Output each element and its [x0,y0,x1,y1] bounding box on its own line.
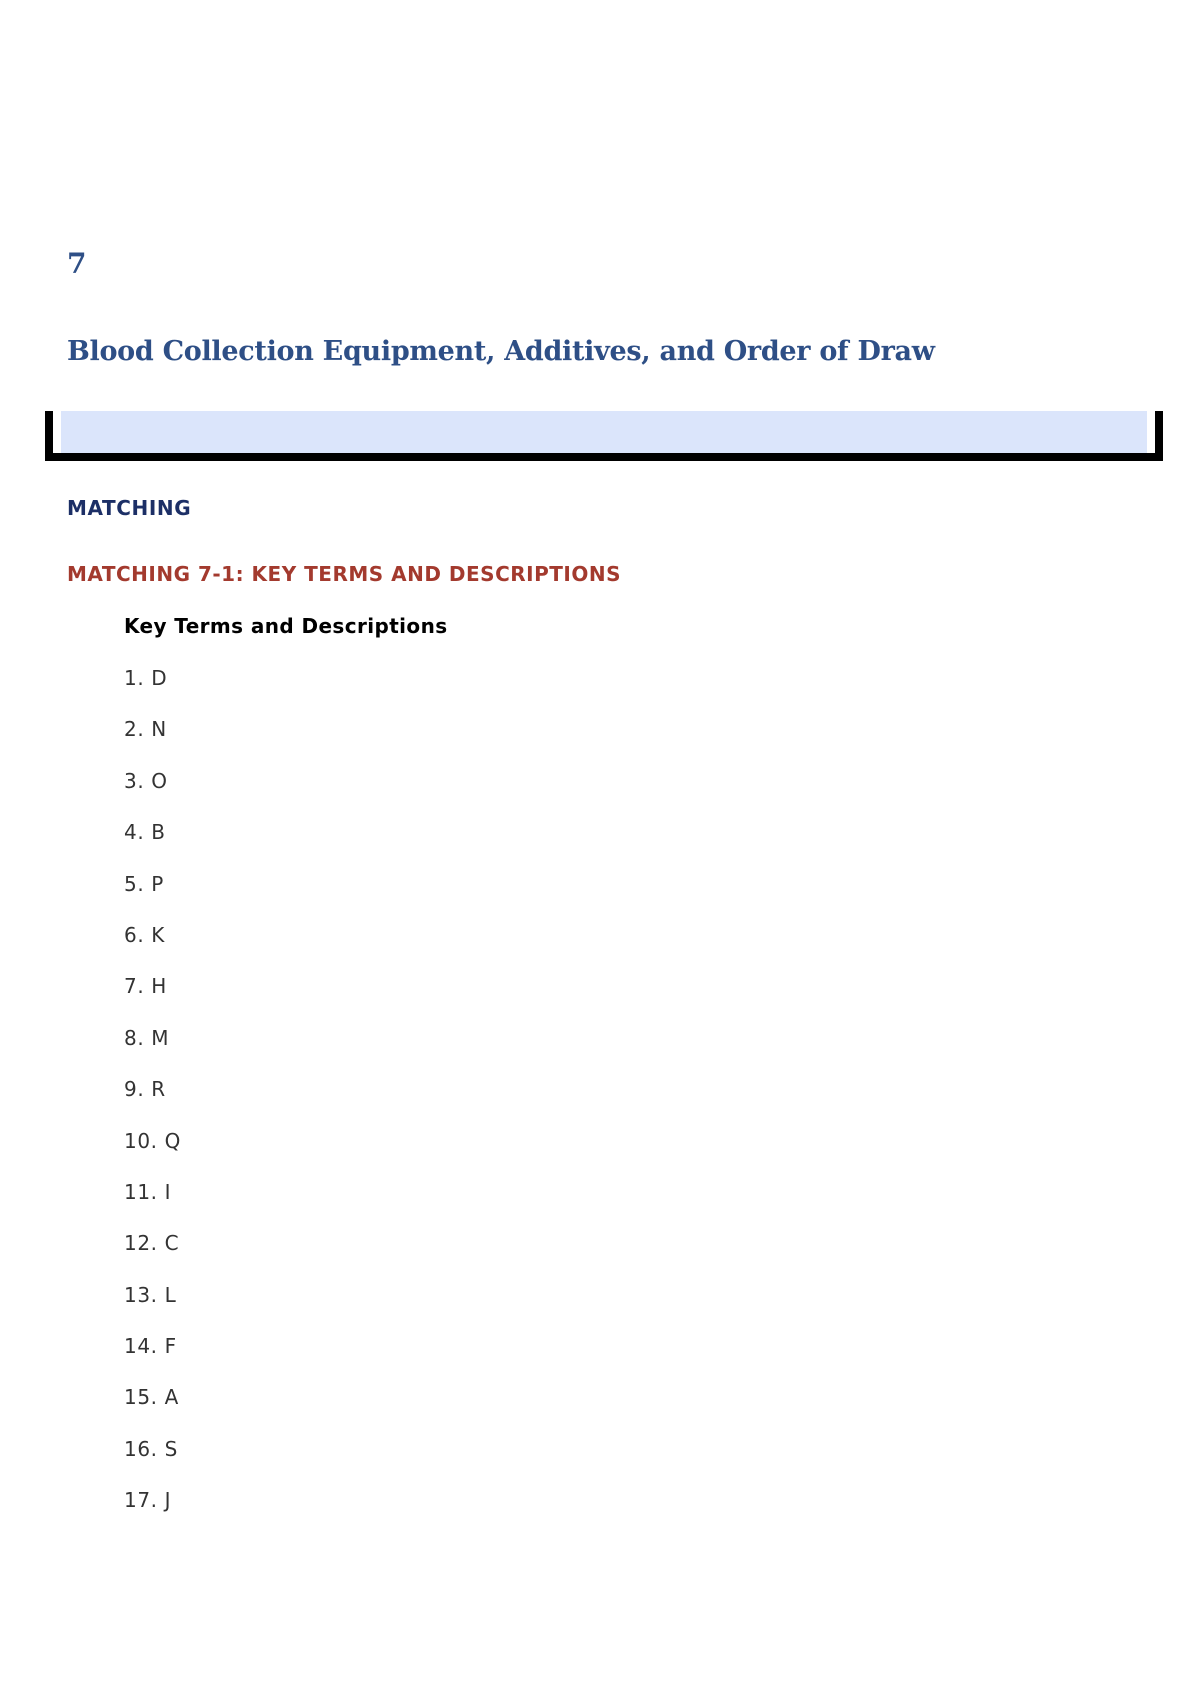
answer-item: 10. Q [124,1128,181,1153]
list-heading: Key Terms and Descriptions [124,614,448,638]
answer-item: 5. P [124,871,164,896]
answer-item: 9. R [124,1077,166,1102]
title-box-fill [61,411,1147,453]
answer-list [124,668,181,1542]
section-label: MATCHING [67,496,192,520]
answer-item: 1. D [124,666,168,690]
answer-item: 16. S [124,1436,178,1461]
answer-item: 8. M [124,1025,170,1050]
subsection-label: MATCHING 7-1: KEY TERMS AND DESCRIPTIONS [67,562,621,586]
chapter-title: Blood Collection Equipment, Additives, and Order of Draw [67,336,935,367]
answer-item: 14. F [124,1334,177,1359]
answer-item: 12. C [124,1231,180,1256]
answer-item: 4. B [124,820,166,845]
answer-item: 17. J [124,1488,172,1513]
chapter-title-box [45,411,1163,461]
answer-item: 2. N [124,717,167,742]
answer-item: 15. A [124,1385,179,1410]
answer-item: 13. L [124,1282,177,1307]
chapter-number: 7 [67,247,87,280]
answer-item: 6. K [124,922,165,947]
answer-item: 3. O [124,768,168,793]
answer-item: 11. I [124,1179,172,1204]
answer-item: 7. H [124,974,167,999]
